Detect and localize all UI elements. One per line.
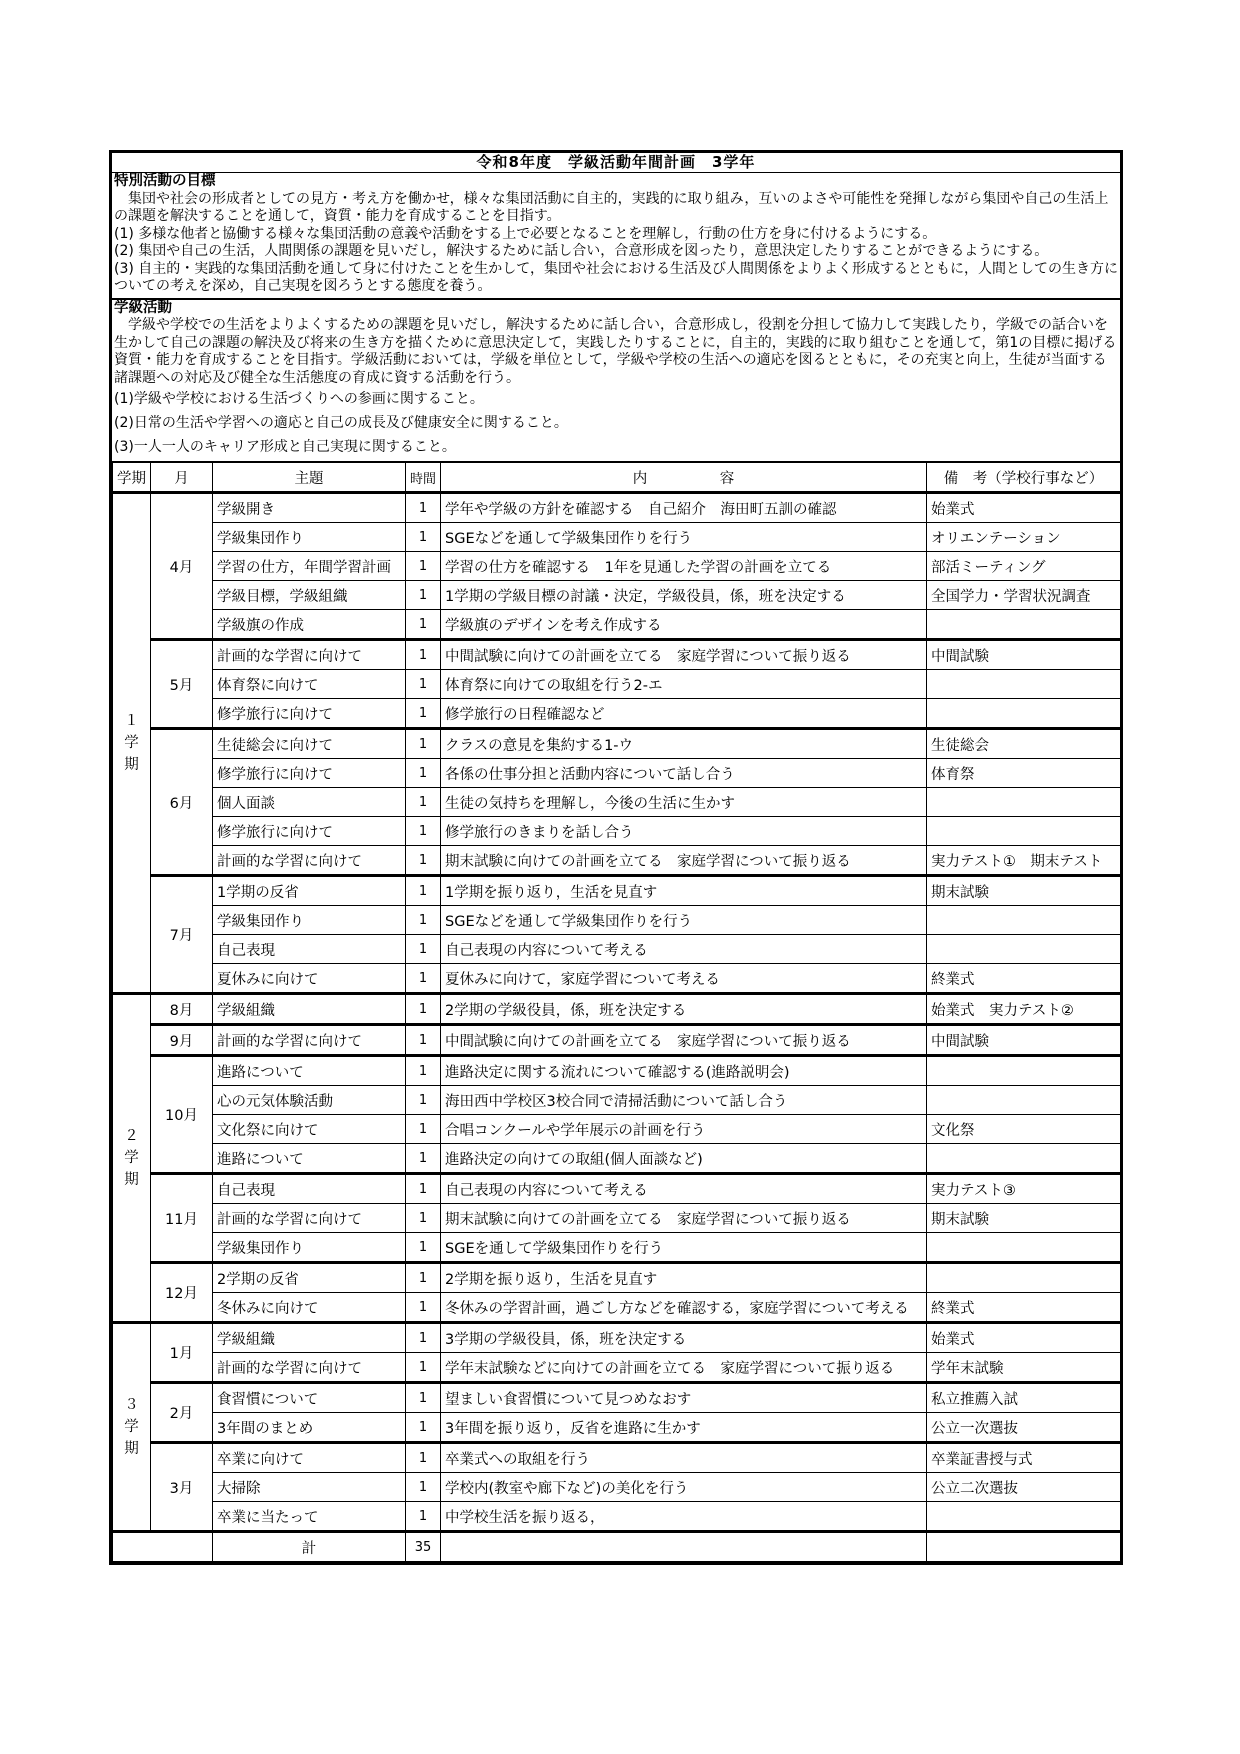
table-row: [113, 699, 1121, 729]
hours-cell: 1: [406, 581, 441, 610]
total-label: 計: [213, 1532, 406, 1562]
page-title: 令和8年度 学級活動年間計画 3学年: [112, 153, 1120, 173]
note-cell: [927, 1056, 1121, 1086]
class-activity-intro: 学級や学校での生活をよりよくするための課題を見いだし，解決するために話し合い，合意形成し，役割を分担して協力して実践したり，学級での話合いを生かして自己の課題の解決及び将来の生き方を描くために意思決定して，実践したりすることに，自主的，実践的に取り組むことを通して，第1の目標に掲げる資質・能力を育成することを目指す。学級活動においては，学級を単位として，学級や学校の生活への適応を図るとともに，その充実と向上，生徒が当面する諸課題への対応及び健全な生活態度の育成に資する活動を行う。: [114, 317, 1117, 386]
header-month: 月: [151, 463, 213, 493]
content-cell: 中学校生活を振り返る，: [441, 1502, 927, 1532]
content-cell: 合唱コンクールや学年展示の計画を行う: [441, 1115, 927, 1144]
table-header-row: [113, 463, 1121, 493]
month-label: 4月: [151, 493, 213, 640]
note-cell: 始業式: [927, 1323, 1121, 1353]
content-cell: 進路決定の向けての取組(個人面談など): [441, 1144, 927, 1174]
hours-cell: 1: [406, 1413, 441, 1443]
theme-cell: 冬休みに向けて: [213, 1293, 406, 1323]
month-label: 9月: [151, 1025, 213, 1056]
theme-cell: 卒業に向けて: [213, 1443, 406, 1473]
header-notes: 備 考（学校行事など）: [927, 463, 1121, 493]
note-cell: [927, 670, 1121, 699]
theme-cell: 計画的な学習に向けて: [213, 846, 406, 876]
month-label: 5月: [151, 640, 213, 729]
content-cell: 3学期の学級役員，係，班を決定する: [441, 1323, 927, 1353]
theme-cell: 2学期の反省: [213, 1263, 406, 1293]
theme-cell: 学習の仕方，年間学習計画: [213, 552, 406, 581]
table-row: [113, 1204, 1121, 1233]
theme-cell: 学級集団作り: [213, 1233, 406, 1263]
note-cell: 実力テスト① 期末テスト: [927, 846, 1121, 876]
term-label-text: １学期: [124, 713, 139, 773]
table-row: [113, 581, 1121, 610]
theme-cell: 学級開き: [213, 493, 406, 523]
hours-cell: 1: [406, 1174, 441, 1204]
table-row: [113, 1353, 1121, 1383]
note-cell: 文化祭: [927, 1115, 1121, 1144]
theme-cell: 学級集団作り: [213, 523, 406, 552]
table-row: [113, 906, 1121, 935]
goal-item: (2) 集団や自己の生活，人間関係の課題を見いだし，解決するために話し合い，合意形成を図ったり，意思決定したりすることができるようにする。: [114, 243, 1049, 259]
hours-cell: 1: [406, 994, 441, 1025]
class-activity-heading: 学級活動: [114, 299, 172, 316]
month-label: 10月: [151, 1056, 213, 1174]
hours-cell: 1: [406, 552, 441, 581]
theme-cell: 学級集団作り: [213, 906, 406, 935]
month-label: 1月: [151, 1323, 213, 1383]
content-cell: SGEを通して学級集団作りを行う: [441, 1233, 927, 1263]
theme-cell: 学級組織: [213, 1323, 406, 1353]
hours-cell: 1: [406, 699, 441, 729]
note-cell: 実力テスト③: [927, 1174, 1121, 1204]
table-row: [113, 640, 1121, 670]
theme-cell: 計画的な学習に向けて: [213, 1025, 406, 1056]
content-cell: 期末試験に向けての計画を立てる 家庭学習について振り返る: [441, 846, 927, 876]
note-cell: 私立推薦入試: [927, 1383, 1121, 1413]
theme-cell: 学級目標，学級組織: [213, 581, 406, 610]
hours-cell: 1: [406, 670, 441, 699]
table-row: [113, 1293, 1121, 1323]
note-cell: [927, 1144, 1121, 1174]
table-row: [113, 1473, 1121, 1502]
theme-cell: 卒業に当たって: [213, 1502, 406, 1532]
theme-cell: 計画的な学習に向けて: [213, 1353, 406, 1383]
header-term: 学期: [113, 463, 151, 493]
content-cell: 冬休みの学習計画，過ごし方などを確認する，家庭学習について考える: [441, 1293, 927, 1323]
hours-cell: 1: [406, 640, 441, 670]
hours-cell: 1: [406, 964, 441, 994]
table-row: [113, 1233, 1121, 1263]
theme-cell: 心の元気体験活動: [213, 1086, 406, 1115]
hours-cell: 1: [406, 1056, 441, 1086]
note-cell: [927, 610, 1121, 640]
table-row: [113, 1115, 1121, 1144]
theme-cell: 夏休みに向けて: [213, 964, 406, 994]
header-theme: 主題: [213, 463, 406, 493]
header-hours: 時間: [406, 463, 441, 493]
term-label-text: ２学期: [124, 1128, 139, 1188]
table-row: [113, 846, 1121, 876]
theme-cell: 文化祭に向けて: [213, 1115, 406, 1144]
table-row: [113, 935, 1121, 964]
content-cell: 海田西中学校区3校合同で清掃活動について話し合う: [441, 1086, 927, 1115]
content-cell: 各係の仕事分担と活動内容について話し合う: [441, 759, 927, 788]
content-cell: 1学期の学級目標の討議・決定，学級役員，係，班を決定する: [441, 581, 927, 610]
content-cell: 卒業式への取組を行う: [441, 1443, 927, 1473]
note-cell: [927, 1086, 1121, 1115]
table-row: [113, 523, 1121, 552]
table-row: [113, 670, 1121, 699]
hours-cell: 1: [406, 1263, 441, 1293]
theme-cell: 計画的な学習に向けて: [213, 640, 406, 670]
note-cell: 終業式: [927, 1293, 1121, 1323]
note-cell: 体育祭: [927, 759, 1121, 788]
content-cell: 生徒の気持ちを理解し，今後の生活に生かす: [441, 788, 927, 817]
theme-cell: 修学旅行に向けて: [213, 759, 406, 788]
content-cell: SGEなどを通して学級集団作りを行う: [441, 523, 927, 552]
annual-plan-document: [109, 150, 1123, 1565]
plan-table: [112, 462, 1121, 1562]
goal-item: (3) 自主的・実践的な集団活動を通して身に付けたことを生かして，集団や社会における生活及び人間関係をよりよく形成するとともに，人間としての生き方についての考えを深め，自己実現を図ろうとする態度を養う。: [114, 260, 1118, 294]
hours-cell: 1: [406, 846, 441, 876]
note-cell: 中間試験: [927, 1025, 1121, 1056]
hours-cell: 1: [406, 906, 441, 935]
theme-cell: 進路について: [213, 1056, 406, 1086]
total-hours: 35: [406, 1532, 441, 1562]
note-cell: [927, 906, 1121, 935]
hours-cell: 1: [406, 1353, 441, 1383]
hours-cell: 1: [406, 817, 441, 846]
content-cell: 望ましい食習慣について見つめなおす: [441, 1383, 927, 1413]
table-row: [113, 1174, 1121, 1204]
table-row: [113, 552, 1121, 581]
table-row: [113, 876, 1121, 906]
special-activity-goals: [112, 173, 1120, 300]
hours-cell: 1: [406, 610, 441, 640]
note-cell: 部活ミーティング: [927, 552, 1121, 581]
hours-cell: 1: [406, 1323, 441, 1353]
note-cell: [927, 699, 1121, 729]
content-cell: SGEなどを通して学級集団作りを行う: [441, 906, 927, 935]
content-cell: 自己表現の内容について考える: [441, 1174, 927, 1204]
hours-cell: 1: [406, 729, 441, 759]
month-label: 12月: [151, 1263, 213, 1323]
class-activity-item: (2)日常の生活や学習への適応と自己の成長及び健康安全に関すること。: [114, 415, 568, 431]
note-cell: [927, 1502, 1121, 1532]
table-row: [113, 1383, 1121, 1413]
goal-item: (1) 多様な他者と協働する様々な集団活動の意義や活動をする上で必要となることを理解し，行動の仕方を身に付けるようにする。: [114, 225, 937, 242]
total-row: [113, 1532, 1121, 1562]
note-cell: [927, 935, 1121, 964]
note-cell: [927, 817, 1121, 846]
note-cell: 始業式: [927, 493, 1121, 523]
month-label: 3月: [151, 1443, 213, 1532]
term-label: [113, 1323, 151, 1532]
note-cell: 終業式: [927, 964, 1121, 994]
note-cell: オリエンテーション: [927, 523, 1121, 552]
note-cell: 卒業証書授与式: [927, 1443, 1121, 1473]
theme-cell: 計画的な学習に向けて: [213, 1204, 406, 1233]
content-cell: 修学旅行のきまりを話し合う: [441, 817, 927, 846]
table-row: [113, 729, 1121, 759]
class-activity-item: (1)学級や学校における生活づくりへの参画に関すること。: [114, 391, 484, 407]
month-label: 2月: [151, 1383, 213, 1443]
table-row: [113, 817, 1121, 846]
theme-cell: 生徒総会に向けて: [213, 729, 406, 759]
class-activity-item: (3)一人一人のキャリア形成と自己実現に関すること。: [114, 439, 456, 455]
theme-cell: 食習慣について: [213, 1383, 406, 1413]
content-cell: 進路決定に関する流れについて確認する(進路説明会): [441, 1056, 927, 1086]
content-cell: 中間試験に向けての計画を立てる 家庭学習について振り返る: [441, 640, 927, 670]
note-cell: 中間試験: [927, 640, 1121, 670]
month-label: 11月: [151, 1174, 213, 1263]
table-row: [113, 1323, 1121, 1353]
theme-cell: 自己表現: [213, 1174, 406, 1204]
theme-cell: 修学旅行に向けて: [213, 699, 406, 729]
table-row: [113, 1086, 1121, 1115]
hours-cell: 1: [406, 1204, 441, 1233]
hours-cell: 1: [406, 1502, 441, 1532]
table-row: [113, 1025, 1121, 1056]
content-cell: 中間試験に向けての計画を立てる 家庭学習について振り返る: [441, 1025, 927, 1056]
content-cell: 学級旗のデザインを考え作成する: [441, 610, 927, 640]
total-blank-notes: [927, 1532, 1121, 1562]
term-label: [113, 994, 151, 1323]
table-row: [113, 1263, 1121, 1293]
hours-cell: 1: [406, 935, 441, 964]
hours-cell: 1: [406, 1086, 441, 1115]
hours-cell: 1: [406, 1144, 441, 1174]
table-row: [113, 1413, 1121, 1443]
goals-heading: 特別活動の目標: [114, 173, 216, 189]
table-row: [113, 759, 1121, 788]
note-cell: 学年末試験: [927, 1353, 1121, 1383]
hours-cell: 1: [406, 1115, 441, 1144]
content-cell: 期末試験に向けての計画を立てる 家庭学習について振り返る: [441, 1204, 927, 1233]
header-content: 内 容: [441, 463, 927, 493]
content-cell: 学年や学級の方針を確認する 自己紹介 海田町五訓の確認: [441, 493, 927, 523]
content-cell: 学年末試験などに向けての計画を立てる 家庭学習について振り返る: [441, 1353, 927, 1383]
hours-cell: 1: [406, 1025, 441, 1056]
goals-intro: 集団や社会の形成者としての見方・考え方を働かせ，様々な集団活動に自主的，実践的に取り組み，互いのよさや可能性を発揮しながら集団や自己の生活上の課題を解決することを通して，資質・能力を育成することを目指す。: [114, 190, 1109, 224]
table-body: [113, 493, 1121, 1532]
table-row: [113, 964, 1121, 994]
hours-cell: 1: [406, 523, 441, 552]
theme-cell: 大掃除: [213, 1473, 406, 1502]
hours-cell: 1: [406, 1383, 441, 1413]
month-label: 7月: [151, 876, 213, 994]
term-label: [113, 493, 151, 994]
term-label-text: ３学期: [124, 1397, 139, 1457]
theme-cell: 体育祭に向けて: [213, 670, 406, 699]
total-blank-content: [441, 1532, 927, 1562]
class-activity-section: [112, 300, 1120, 463]
content-cell: 学習の仕方を確認する 1年を見通した学習の計画を立てる: [441, 552, 927, 581]
theme-cell: 進路について: [213, 1144, 406, 1174]
theme-cell: 自己表現: [213, 935, 406, 964]
note-cell: [927, 1233, 1121, 1263]
month-label: 8月: [151, 994, 213, 1025]
hours-cell: 1: [406, 1293, 441, 1323]
content-cell: 自己表現の内容について考える: [441, 935, 927, 964]
note-cell: [927, 788, 1121, 817]
hours-cell: 1: [406, 1473, 441, 1502]
month-label: 6月: [151, 729, 213, 876]
content-cell: 2学期を振り返り，生活を見直す: [441, 1263, 927, 1293]
table-row: [113, 1502, 1121, 1532]
hours-cell: 1: [406, 759, 441, 788]
theme-cell: 1学期の反省: [213, 876, 406, 906]
note-cell: 生徒総会: [927, 729, 1121, 759]
hours-cell: 1: [406, 876, 441, 906]
hours-cell: 1: [406, 1233, 441, 1263]
table-row: [113, 788, 1121, 817]
content-cell: 3年間を振り返り，反省を進路に生かす: [441, 1413, 927, 1443]
content-cell: クラスの意見を集約する1-ウ: [441, 729, 927, 759]
note-cell: [927, 1263, 1121, 1293]
content-cell: 2学期の学級役員，係，班を決定する: [441, 994, 927, 1025]
content-cell: 修学旅行の日程確認など: [441, 699, 927, 729]
note-cell: 期末試験: [927, 876, 1121, 906]
hours-cell: 1: [406, 1443, 441, 1473]
content-cell: 1学期を振り返り，生活を見直す: [441, 876, 927, 906]
theme-cell: 個人面談: [213, 788, 406, 817]
note-cell: 始業式 実力テスト②: [927, 994, 1121, 1025]
theme-cell: 3年間のまとめ: [213, 1413, 406, 1443]
table-row: [113, 1056, 1121, 1086]
theme-cell: 学級旗の作成: [213, 610, 406, 640]
note-cell: 期末試験: [927, 1204, 1121, 1233]
theme-cell: 学級組織: [213, 994, 406, 1025]
note-cell: 全国学力・学習状況調査: [927, 581, 1121, 610]
note-cell: 公立一次選抜: [927, 1413, 1121, 1443]
hours-cell: 1: [406, 788, 441, 817]
content-cell: 夏休みに向けて，家庭学習について考える: [441, 964, 927, 994]
total-blank: [113, 1532, 213, 1562]
table-row: [113, 610, 1121, 640]
theme-cell: 修学旅行に向けて: [213, 817, 406, 846]
table-row: [113, 1144, 1121, 1174]
table-row: [113, 1443, 1121, 1473]
note-cell: 公立二次選抜: [927, 1473, 1121, 1502]
hours-cell: 1: [406, 493, 441, 523]
table-row: [113, 994, 1121, 1025]
content-cell: 学校内(教室や廊下など)の美化を行う: [441, 1473, 927, 1502]
content-cell: 体育祭に向けての取組を行う2-エ: [441, 670, 927, 699]
table-row: [113, 493, 1121, 523]
